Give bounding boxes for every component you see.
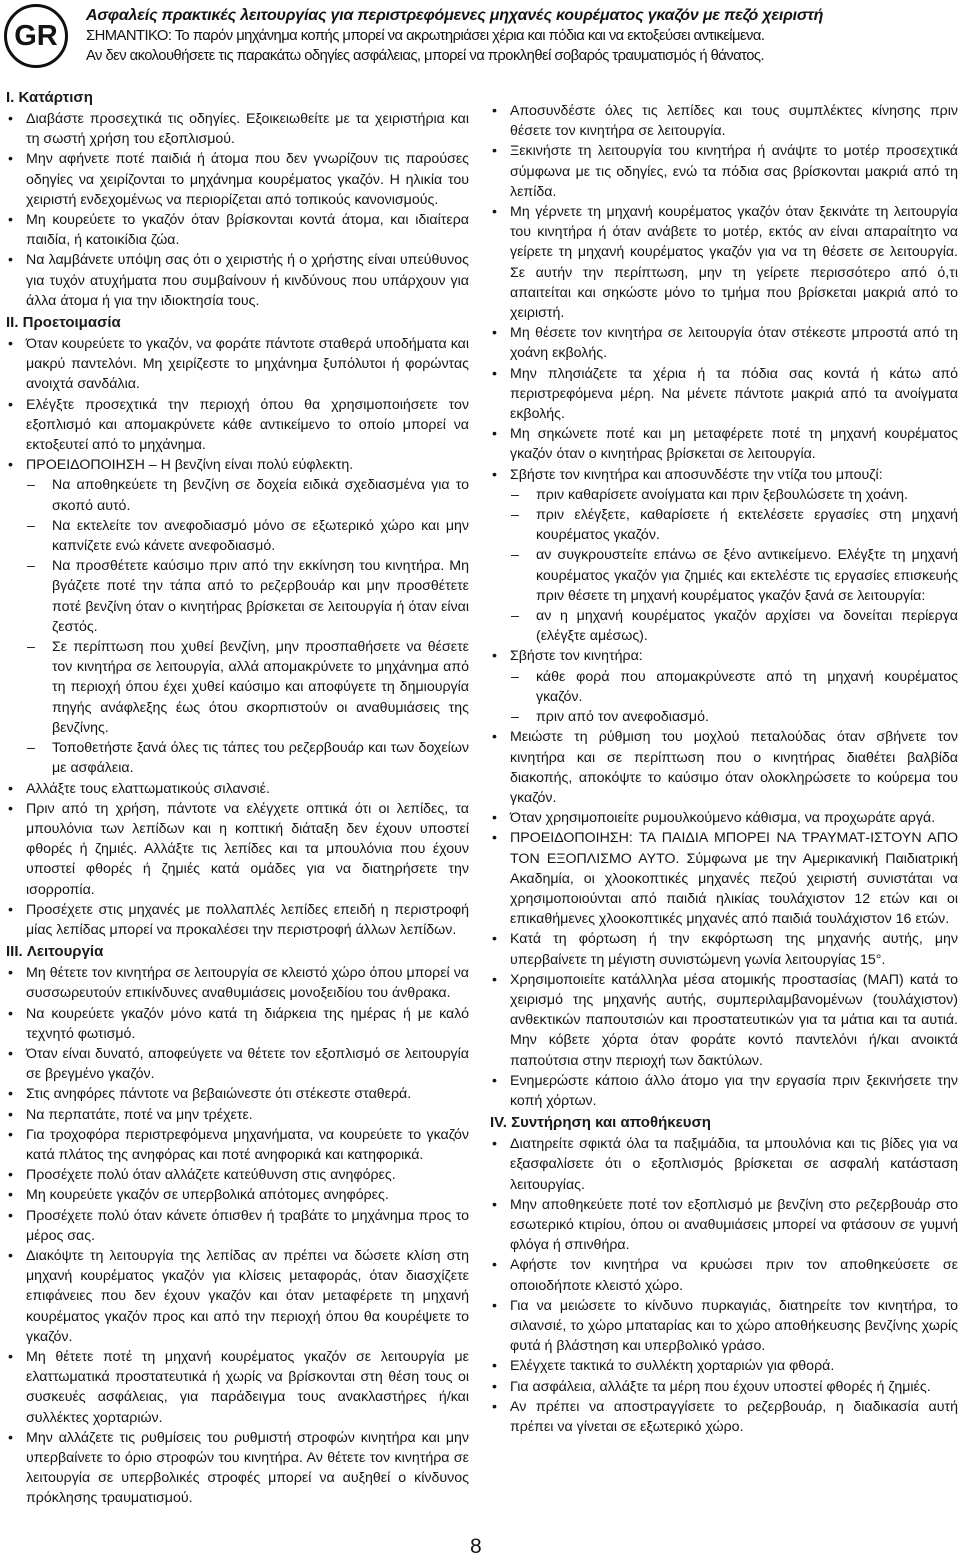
bullet-item: • Αποσυνδέστε όλες τις λεπίδες και τους συμπλέκτες κίνησης πριν θέσετε τον κινητήρα σε λειτουργία. (490, 101, 958, 141)
bullet-item: • Χρησιμοποιείτε κατάλληλα μέσα ατομικής προστασίας (ΜΑΠ) κατά το χειρισμό της μηχανής αυτής, συμπεριλαμβανομένων (τουλάχιστον) ανθεκτικών παπουτσιών και προστατευτικών για τα μάτια και τα αυτιά. Μην κόβετε χόρτα όταν φοράτε κοντό παντελόνι ή/και ανοικτά παπούτσια στην περιοχή των δακτύλων. (490, 970, 958, 1071)
section-heading: III. Λειτουργία (6, 943, 104, 961)
document-title: Ασφαλείς πρακτικές λειτουργίας για περιστρεφόμενες μηχανές κουρέματος γκαζόν με πεζό χειριστή (86, 7, 824, 24)
bullet-item: • Ξεκινήστε τη λειτουργία του κινητήρα ή ανάψτε το μοτέρ προσεχτικά σύμφωνα με τις οδηγίες, ενώ τα πόδια σας βρίσκονται μακριά από τη λεπίδα. (490, 141, 958, 202)
bullet-item: • Μην πλησιάζετε τα χέρια ή τα πόδια σας κοντά ή κάτω από περιστρεφόμενα μέρη. Να μένετε πάντοτε μακριά από τα ανοίγματα εκβολής. (490, 364, 958, 425)
dash-list-item: – πριν από τον ανεφοδιασμό. (490, 707, 958, 727)
bullet-item: • Σβήστε τον κινητήρα: (490, 646, 958, 666)
bullet-item: • Αφήστε τον κινητήρα να κρυώσει πριν τον αποθηκεύσετε σε οποιοδήποτε κλειστό χώρο. (490, 1255, 958, 1295)
bullet-item: • ΠΡΟΕΙΔΟΠΟΙΗΣΗ: ΤΑ ΠΑΙΔΙΑ ΜΠΟΡΕΙ ΝΑ ΤΡΑΥΜΑΤ-ΙΣΤΟΥΝ ΑΠΟ ΤΟΝ ΕΞΟΠΛΙΣΜΟ ΑΥΤΟ. Σύμφωνα με την Αμερικανική Παιδιατρική Ακαδημία, οι χλοοκοπτικές μηχανές πεζού χειριστή συνιστάται να χρησιμοποιούνται από παιδιά ηλικίας τουλάχιστον 12 ετών και οι επικαθήμενες χλοοκοπτικές μηχανές από παιδιά τουλάχιστον 16 ετών. (490, 828, 958, 929)
dash-list-item: – Τοποθετήστε ξανά όλες τις τάπες του ρεζερβουάρ και των δοχείων με ασφάλεια. (6, 738, 469, 778)
left-column (6, 86, 469, 1509)
bullet-item: • Διαβάστε προσεχτικά τις οδηγίες. Εξοικειωθείτε με τα χειριστήρια και τη σωστή χρήση του εξοπλισμού. (6, 109, 469, 149)
document-header (86, 6, 958, 66)
dash-list-item: – Σε περίπτωση που χυθεί βενζίνη, μην προσπαθήσετε να θέσετε τον κινητήρα σε λειτουργία, αλλά απομακρύνετε το μηχάνημα από τη περιοχή όπου έχει χυθεί καύσιμο και αποφύγετε τη δημιουργία πηγής ανάφλεξης έως ότου σκορπιστούν οι αναθυμιάσεις της βενζίνης. (6, 637, 469, 738)
bullet-item: • Να περπατάτε, ποτέ να μην τρέχετε. (6, 1105, 469, 1125)
bullet-item: • Αλλάξτε τους ελαττωματικούς σιλανσιέ. (6, 779, 469, 799)
bullet-item: • Μην αλλάζετε τις ρυθμίσεις του ρυθμιστή στροφών κινητήρα και μην υπερβαίνετε το όριο στροφών του κινητήρα. Αν θέτετε τον κινητήρα σε λειτουργία σε υπερβολικές στροφές μπορεί να αυξηθεί ο κίνδυνος πρόκλησης τραυματισμού. (6, 1428, 469, 1509)
important-warning: ΣΗΜΑΝΤΙΚΟ: Το παρόν μηχάνημα κοπής μπορεί να ακρωτηριάσει χέρια και πόδια και να εκτοξεύσει αντικείμενα. (86, 28, 765, 44)
dash-list-item: – Να αποθηκεύετε τη βενζίνη σε δοχεία ειδικά σχεδιασμένα για το σκοπό αυτό. (6, 475, 469, 515)
bullet-item: • Μην αποθηκεύετε ποτέ τον εξοπλισμό με βενζίνη στο ρεζερβουάρ στο εσωτερικό κτιρίου, όπου οι αναθυμιάσεις μπορεί να φτάσουν σε γυμνή φλόγα ή σπινθήρα. (490, 1195, 958, 1256)
bullet-item: • Να λαμβάνετε υπόψη σας ότι ο χειριστής ή ο χρήστης είναι υπεύθυνος για τυχόν ατυχήματα που συμβαίνουν ή κινδύνους που υπάρχουν για άλλα άτομα ή για την ιδιοκτησία τους. (6, 250, 469, 311)
safety-warning: Αν δεν ακολουθήσετε τις παρακάτω οδηγίες ασφάλειας, μπορεί να προκληθεί σοβαρός τραυματισμός ή θάνατος. (86, 48, 765, 64)
bullet-item: • Μη σηκώνετε ποτέ και μη μεταφέρετε ποτέ τη μηχανή κουρέματος γκαζόν όταν ο κινητήρας βρίσκεται σε λειτουργία. (490, 424, 958, 464)
bullet-item: • Για να μειώσετε το κίνδυνο πυρκαγιάς, διατηρείτε τον κινητήρα, το σιλανσιέ, το χώρο μπαταρίας και το χώρο αποθήκευσης βενζίνης χωρίς φυτά ή βλάστηση και υπερβολικό γράσο. (490, 1296, 958, 1357)
section-heading: I. Κατάρτιση (6, 89, 93, 106)
right-column (490, 101, 958, 1437)
bullet-item: • Όταν χρησιμοποιείτε ρυμουλκούμενο κάθισμα, να προχωράτε αργά. (490, 808, 958, 828)
section-heading: IV. Συντήρηση και αποθήκευση (490, 1114, 711, 1132)
bullet-item: • Προσέχετε πολύ όταν αλλάζετε κατεύθυνση στις ανηφόρες. (6, 1165, 469, 1185)
bullet-item: • Για ασφάλεια, αλλάξτε τα μέρη που έχουν υποστεί φθορές ή ζημιές. (490, 1377, 958, 1397)
bullet-item: • Σβήστε τον κινητήρα και αποσυνδέστε την ντίζα του μπουζί: (490, 465, 958, 485)
bullet-item: • Μη θέτετε ποτέ τη μηχανή κουρέματος γκαζόν σε λειτουργία με ελαττωματικά προστατευτικά ή χωρίς να βρίσκονται στη θέση τους οι συσκευές ασφάλειας, για παράδειγμα τους ανακλαστήρες ή/και συλλέκτες χορταριών. (6, 1347, 469, 1428)
bullet-item: • Όταν κουρεύετε το γκαζόν, να φοράτε πάντοτε σταθερά υποδήματα και μακρύ παντελόνι. Μη χειρίζεστε το μηχάνημα ξυπόλυτοι ή φορώντας ανοιχτά σανδάλια. (6, 334, 469, 395)
bullet-item: • ΠΡΟΕΙΔΟΠΟΙΗΣΗ – Η βενζίνη είναι πολύ εύφλεκτη. (6, 455, 469, 475)
bullet-item: • Διατηρείτε σφικτά όλα τα παξιμάδια, τα μπουλόνια και τις βίδες για να εξασφαλίσετε ότι ο εξοπλισμός βρίσκεται σε ασφαλή κατάσταση λειτουργίας. (490, 1134, 958, 1195)
dash-list-item: – πριν ελέγξετε, καθαρίσετε ή εκτελέσετε εργασίες στη μηχανή κουρέματος γκαζόν. (490, 505, 958, 545)
bullet-item: • Ελέγχετε τακτικά το συλλέκτη χορταριών για φθορά. (490, 1356, 958, 1376)
dash-list-item: – κάθε φορά που απομακρύνεστε από τη μηχανή κουρέματος γκαζόν. (490, 667, 958, 707)
section-heading: II. Προετοιμασία (6, 314, 121, 332)
bullet-item: • Διακόψτε τη λειτουργία της λεπίδας αν πρέπει να δώσετε κλίση στη μηχανή κουρέματος γκαζόν για κλίσεις μεταφοράς, όταν διασχίζετε επιφάνειες που δεν έχουν γκαζόν και όταν μεταφέρετε τη μηχανή κουρέματος γκαζόν προς και από την περιοχή όπου θα κουρέψετε το γκαζόν. (6, 1246, 469, 1347)
bullet-item: • Ενημερώστε κάποιο άλλο άτομο για την εργασία πριν ξεκινήσετε την κοπή χόρτων. (490, 1071, 958, 1111)
bullet-item: • Μην αφήνετε ποτέ παιδιά ή άτομα που δεν γνωρίζουν τις παρούσες οδηγίες να χειρίζονται το μηχάνημα κουρέματος γκαζόν. Η ηλικία του χειριστή ενδεχομένως να περιορίζεται από τοπικούς κανονισμούς. (6, 149, 469, 210)
dash-list-item: – αν η μηχανή κουρέματος γκαζόν αρχίσει να δονείται περίεργα (ελέγξτε αμέσως). (490, 606, 958, 646)
bullet-item: • Μη θέσετε τον κινητήρα σε λειτουργία όταν στέκεστε μπροστά από τη χοάνη εκβολής. (490, 323, 958, 363)
bullet-item: • Μη γέρνετε τη μηχανή κουρέματος γκαζόν όταν ξεκινάτε τη λειτουργία του κινητήρα ή όταν ανάβετε το μοτέρ, εκτός αν είναι απαραίτητο να γείρετε τη μηχανή κουρέματος γκαζόν για να τη θέσετε σε λειτουργία. Σε αυτήν την περίπτωση, μην τη γείρετε περισσότερο από ό,τι απαιτείται και σηκώστε μόνο το τμήμα που βρίσκεται μακριά από το χειριστή. (490, 202, 958, 323)
page-number: 8 (470, 1535, 482, 1558)
bullet-item: • Κατά τη φόρτωση ή την εκφόρτωση της μηχανής αυτής, μην υπερβαίνετε τη μέγιστη συνιστώμενη γωνία λειτουργίας 15°. (490, 929, 958, 969)
bullet-item: • Προσέχετε στις μηχανές με πολλαπλές λεπίδες επειδή η περιστροφή μίας λεπίδας μπορεί να προκαλέσει την περιστροφή άλλων λεπίδων. (6, 900, 469, 940)
bullet-item: • Προσέχετε πολύ όταν κάνετε όπισθεν ή τραβάτε το μηχάνημα προς το μέρος σας. (6, 1206, 469, 1246)
bullet-item: • Όταν είναι δυνατό, αποφεύγετε να θέτετε τον εξοπλισμό σε λειτουργία σε βρεγμένο γκαζόν. (6, 1044, 469, 1084)
bullet-item: • Να κουρεύετε γκαζόν μόνο κατά τη διάρκεια της ημέρας ή με καλό τεχνητό φωτισμό. (6, 1004, 469, 1044)
bullet-item: • Αν πρέπει να αποστραγγίσετε το ρεζερβουάρ, η διαδικασία αυτή πρέπει να γίνεται σε εξωτερικό χώρο. (490, 1397, 958, 1437)
dash-list-item: – Να προσθέτετε καύσιμο πριν από την εκκίνηση του κινητήρα. Μη βγάζετε ποτέ την τάπα από το ρεζερβουάρ και μην προσθέτετε ποτέ βενζίνη όταν ο κινητήρας βρίσκεται σε λειτουργία ή όταν είναι ζεστός. (6, 556, 469, 637)
bullet-item: • Στις ανηφόρες πάντοτε να βεβαιώνεστε ότι στέκεστε σταθερά. (6, 1084, 469, 1104)
bullet-item: • Μη κουρεύετε το γκαζόν όταν βρίσκονται κοντά άτομα, και ιδιαίτερα παιδία, ή κατοικίδια ζώα. (6, 210, 469, 250)
bullet-item: • Ελέγξτε προσεχτικά την περιοχή όπου θα χρησιμοποιήσετε τον εξοπλισμό και απομακρύνετε κάθε αντικείμενο το οποίο μπορεί να εκτοξευτεί από το μηχάνημα. (6, 395, 469, 456)
dash-list-item: – πριν καθαρίσετε ανοίγματα και πριν ξεβουλώσετε τη χοάνη. (490, 485, 958, 505)
bullet-item: • Για τροχοφόρα περιστρεφόμενα μηχανήματα, να κουρεύετε το γκαζόν κατά πλάτος της ανηφόρας και ποτέ ανηφορικά και κατηφορικά. (6, 1125, 469, 1165)
dash-list-item: – αν συγκρουστείτε επάνω σε ξένο αντικείμενο. Ελέγξτε τη μηχανή κουρέματος γκαζόν για ζημιές και εκτελέστε τις εργασίες επισκευής πριν θέσετε τη μηχανή κουρέματος γκαζόν ξανά σε λειτουργία: (490, 545, 958, 606)
language-badge: GR (4, 4, 68, 68)
bullet-item: • Μη θέτετε τον κινητήρα σε λειτουργία σε κλειστό χώρο όπου μπορεί να συσσωρευτούν επικίνδυνες αναθυμιάσεις μονοξειδίου του άνθρακα. (6, 963, 469, 1003)
bullet-item: • Πριν από τη χρήση, πάντοτε να ελέγχετε οπτικά ότι οι λεπίδες, τα μπουλόνια των λεπίδων και η κοπτική διάταξη δεν έχουν υποστεί φθορές ή ζημιές. Αλλάξτε τις λεπίδες και τα μπουλόνια που έχουν υποστεί φθορές ή ζημιές κατά ομάδες για να διατηρήσετε την ισορροπία. (6, 799, 469, 900)
bullet-item: • Μη κουρεύετε γκαζόν σε υπερβολικά απότομες ανηφόρες. (6, 1185, 469, 1205)
dash-list-item: – Να εκτελείτε τον ανεφοδιασμό μόνο σε εξωτερικό χώρο και μην καπνίζετε ενώ κάνετε ανεφοδιασμό. (6, 516, 469, 556)
bullet-item: • Μειώστε τη ρύθμιση του μοχλού πεταλούδας όταν σβήνετε τον κινητήρα και σε περίπτωση που ο κινητήρας διαθέτει βαλβίδα διακοπής, αποκόψτε το καύσιμο όταν ολοκληρώσετε το κούρεμα του γκαζόν. (490, 727, 958, 808)
